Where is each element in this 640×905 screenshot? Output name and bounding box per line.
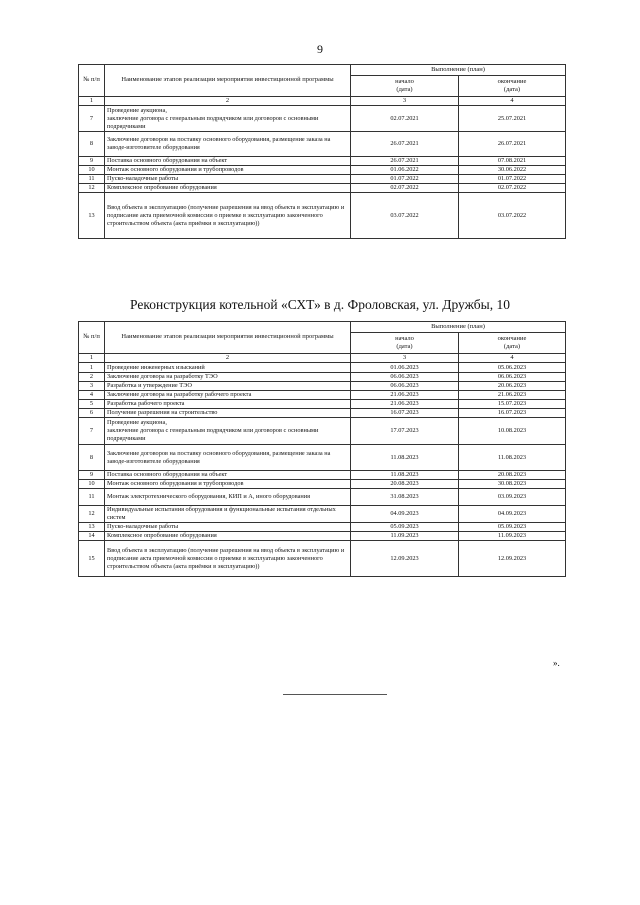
stage-name: Разработка и утверждение ТЭО — [105, 382, 351, 391]
stage-name: Заключение договоров на поставку основного оборудования, размещение заказа на заводе-изготовителе оборудования — [105, 132, 351, 157]
start-date: 05.09.2023 — [351, 523, 459, 532]
table-row — [79, 523, 566, 532]
end-date: 11.09.2023 — [459, 532, 566, 541]
row-number: 11 — [79, 489, 105, 506]
table-row — [79, 445, 566, 471]
header-start: начало (дата) — [351, 76, 459, 97]
stage-name: Монтаж электротехнического оборудования, КИП и А, иного оборудования — [105, 489, 351, 506]
row-number: 8 — [79, 445, 105, 471]
end-date: 20.08.2023 — [459, 471, 566, 480]
end-date: 10.08.2023 — [459, 418, 566, 445]
header-end: окончание (дата) — [459, 76, 566, 97]
start-date: 26.07.2021 — [351, 132, 459, 157]
row-number: 3 — [79, 382, 105, 391]
start-date: 02.07.2022 — [351, 184, 459, 193]
table-row — [79, 391, 566, 400]
page-number: 9 — [317, 42, 323, 56]
row-number: 9 — [79, 471, 105, 480]
row-number: 13 — [79, 523, 105, 532]
row-number: 13 — [79, 193, 105, 239]
table-row — [79, 175, 566, 184]
stage-name: Получение разрешения на строительство — [105, 409, 351, 418]
col-index-1: 1 — [79, 354, 105, 363]
col-index-4: 4 — [459, 354, 566, 363]
header-name: Наименование этапов реализации мероприятия инвестиционной программы — [105, 65, 351, 97]
start-date: 01.06.2022 — [351, 166, 459, 175]
end-date: 06.06.2023 — [459, 373, 566, 382]
start-date: 12.09.2023 — [351, 541, 459, 577]
start-date: 17.07.2023 — [351, 418, 459, 445]
row-number: 12 — [79, 506, 105, 523]
stage-name: Проведение аукциона, заключение договора с генеральным подрядчиком или договоров с основными подрядчиками — [105, 418, 351, 445]
col-index-2: 2 — [105, 354, 351, 363]
start-date: 01.06.2023 — [351, 363, 459, 373]
end-date: 02.07.2022 — [459, 184, 566, 193]
table-row — [79, 418, 566, 445]
end-date: 05.06.2023 — [459, 363, 566, 373]
table-row — [79, 400, 566, 409]
section-title: Реконструкция котельной «СХТ» в д. Фроловская, ул. Дружбы, 10 — [130, 297, 510, 312]
stage-name: Разработка рабочего проекта — [105, 400, 351, 409]
col-index-3: 3 — [351, 97, 459, 106]
stage-name: Пуско-наладочные работы — [105, 523, 351, 532]
header-row-top — [79, 322, 566, 333]
header-plan: Выполнение (план) — [351, 65, 566, 76]
stage-name: Монтаж основного оборудования и трубопроводов — [105, 166, 351, 175]
stage-name: Индивидуальные испытания оборудования и функциональные испытания отдельных систем — [105, 506, 351, 523]
start-date: 21.06.2023 — [351, 400, 459, 409]
stage-name: Поставка основного оборудования на объект — [105, 471, 351, 480]
row-number: 4 — [79, 391, 105, 400]
end-date: 20.06.2023 — [459, 382, 566, 391]
end-date: 07.08.2021 — [459, 157, 566, 166]
row-number: 5 — [79, 400, 105, 409]
col-index-2: 2 — [105, 97, 351, 106]
table-row — [79, 382, 566, 391]
table-row — [79, 409, 566, 418]
end-date: 01.07.2022 — [459, 175, 566, 184]
table-row — [79, 193, 566, 239]
row-number: 15 — [79, 541, 105, 577]
header-row-top — [79, 65, 566, 76]
header-plan: Выполнение (план) — [351, 322, 566, 333]
table-row — [79, 106, 566, 132]
row-number: 12 — [79, 184, 105, 193]
row-number: 14 — [79, 532, 105, 541]
end-date: 04.09.2023 — [459, 506, 566, 523]
table-row — [79, 489, 566, 506]
header-start: начало (дата) — [351, 333, 459, 354]
end-date: 11.08.2023 — [459, 445, 566, 471]
col-index-3: 3 — [351, 354, 459, 363]
stage-name: Пуско-наладочные работы — [105, 175, 351, 184]
end-date: 30.06.2022 — [459, 166, 566, 175]
end-date: 03.07.2022 — [459, 193, 566, 239]
end-date: 21.06.2023 — [459, 391, 566, 400]
stage-name: Ввод объекта в эксплуатацию (получение разрешения на ввод объекта в эксплуатацию и подписание акта приемочной комиссии о приемке в эксплуатацию законченного строительством объекта (акта приёмки в эксплуатацию)) — [105, 541, 351, 577]
closing-quote-mark: ». — [553, 658, 560, 668]
start-date: 11.08.2023 — [351, 471, 459, 480]
table-row — [79, 363, 566, 373]
row-number: 1 — [79, 363, 105, 373]
start-date: 04.09.2023 — [351, 506, 459, 523]
row-number: 10 — [79, 480, 105, 489]
stage-name: Ввод объекта в эксплуатацию (получение разрешения на ввод объекта в эксплуатацию и подписание акта приемочной комиссии о приемке в эксплуатацию законченного строительством объекта (акта приёмки в эксплуатацию)) — [105, 193, 351, 239]
end-date: 25.07.2021 — [459, 106, 566, 132]
start-date: 01.07.2022 — [351, 175, 459, 184]
table-row — [79, 541, 566, 577]
start-date: 26.07.2021 — [351, 157, 459, 166]
header-num: № п/п — [79, 65, 105, 97]
stage-name: Заключение договоров на поставку основного оборудования, размещение заказа на заводе-изготовителе оборудования — [105, 445, 351, 471]
row-number: 2 — [79, 373, 105, 382]
table-row — [79, 506, 566, 523]
row-number: 10 — [79, 166, 105, 175]
schedule-table-1-body — [79, 65, 566, 239]
table-row — [79, 157, 566, 166]
row-number: 7 — [79, 418, 105, 445]
end-date: 15.07.2023 — [459, 400, 566, 409]
table-row — [79, 132, 566, 157]
header-name: Наименование этапов реализации мероприятия инвестиционной программы — [105, 322, 351, 354]
bottom-divider — [283, 694, 387, 695]
stage-name: Комплексное опробование оборудования — [105, 184, 351, 193]
header-end: окончание (дата) — [459, 333, 566, 354]
stage-name: Заключение договора на разработку ТЭО — [105, 373, 351, 382]
start-date: 03.07.2022 — [351, 193, 459, 239]
row-number: 6 — [79, 409, 105, 418]
row-number: 9 — [79, 157, 105, 166]
end-date: 05.09.2023 — [459, 523, 566, 532]
col-index-1: 1 — [79, 97, 105, 106]
row-number: 7 — [79, 106, 105, 132]
row-number: 8 — [79, 132, 105, 157]
start-date: 11.08.2023 — [351, 445, 459, 471]
row-number: 11 — [79, 175, 105, 184]
end-date: 26.07.2021 — [459, 132, 566, 157]
end-date: 16.07.2023 — [459, 409, 566, 418]
stage-name: Проведение инженерных изысканий — [105, 363, 351, 373]
end-date: 12.09.2023 — [459, 541, 566, 577]
start-date: 02.07.2021 — [351, 106, 459, 132]
start-date: 11.09.2023 — [351, 532, 459, 541]
column-index-row — [79, 354, 566, 363]
stage-name: Проведение аукциона, заключение договора с генеральным подрядчиком или договоров с основными подрядчиками — [105, 106, 351, 132]
column-index-row — [79, 97, 566, 106]
start-date: 06.06.2023 — [351, 373, 459, 382]
table-row — [79, 532, 566, 541]
start-date: 21.06.2023 — [351, 391, 459, 400]
start-date: 31.08.2023 — [351, 489, 459, 506]
start-date: 06.06.2023 — [351, 382, 459, 391]
table-row — [79, 480, 566, 489]
start-date: 16.07.2023 — [351, 409, 459, 418]
start-date: 20.08.2023 — [351, 480, 459, 489]
end-date: 30.08.2023 — [459, 480, 566, 489]
stage-name: Заключение договора на разработку рабочего проекта — [105, 391, 351, 400]
table-row — [79, 373, 566, 382]
header-num: № п/п — [79, 322, 105, 354]
table-row — [79, 184, 566, 193]
col-index-4: 4 — [459, 97, 566, 106]
end-date: 03.09.2023 — [459, 489, 566, 506]
schedule-table-2 — [78, 321, 566, 577]
schedule-table-1 — [78, 64, 566, 239]
stage-name: Поставка основного оборудования на объект — [105, 157, 351, 166]
stage-name: Комплексное опробование оборудования — [105, 532, 351, 541]
schedule-table-2-body — [79, 322, 566, 577]
table-row — [79, 471, 566, 480]
stage-name: Монтаж основного оборудования и трубопроводов — [105, 480, 351, 489]
table-row — [79, 166, 566, 175]
